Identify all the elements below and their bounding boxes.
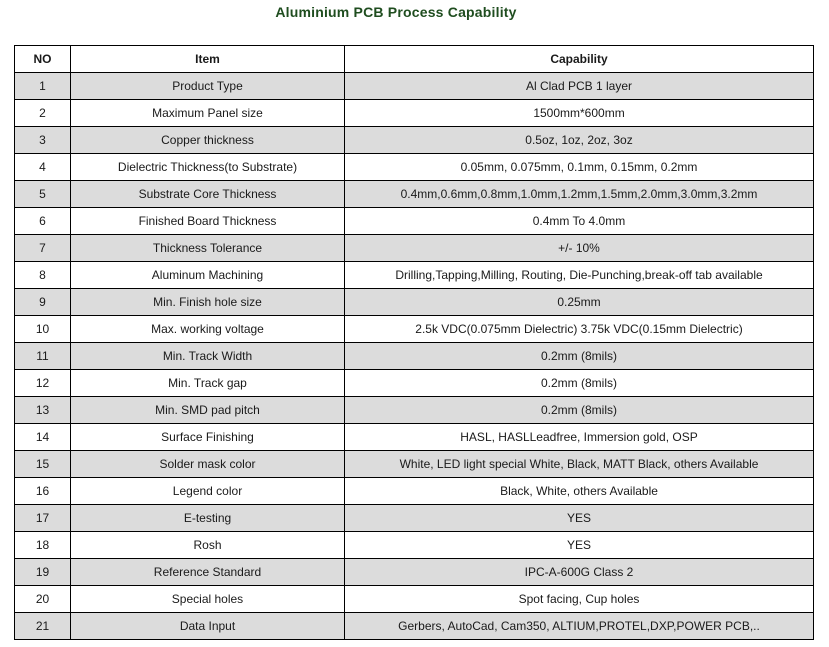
table-row — [15, 208, 814, 235]
cell-capability: Al Clad PCB 1 layer — [345, 73, 814, 100]
cell-no: 16 — [15, 478, 71, 505]
cell-capability: 0.25mm — [345, 289, 814, 316]
cell-no: 19 — [15, 559, 71, 586]
header-item: Item — [71, 46, 345, 73]
cell-item: Surface Finishing — [71, 424, 345, 451]
table-row — [15, 262, 814, 289]
header-no: NO — [15, 46, 71, 73]
cell-no: 10 — [15, 316, 71, 343]
table-header-row — [15, 46, 814, 73]
cell-no: 15 — [15, 451, 71, 478]
table-row — [15, 289, 814, 316]
cell-item: Copper thickness — [71, 127, 345, 154]
table-row — [15, 316, 814, 343]
cell-item: Aluminum Machining — [71, 262, 345, 289]
cell-no: 18 — [15, 532, 71, 559]
cell-item: Min. Finish hole size — [71, 289, 345, 316]
cell-capability: HASL, HASLLeadfree, Immersion gold, OSP — [345, 424, 814, 451]
table-row — [15, 613, 814, 640]
cell-no: 2 — [15, 100, 71, 127]
cell-item: E-testing — [71, 505, 345, 532]
cell-capability: +/- 10% — [345, 235, 814, 262]
table-row — [15, 559, 814, 586]
cell-no: 13 — [15, 397, 71, 424]
page-title: Aluminium PCB Process Capability — [275, 4, 517, 20]
cell-capability: Drilling,Tapping,Milling, Routing, Die-Punching,break-off tab available — [345, 262, 814, 289]
cell-capability: Gerbers, AutoCad, Cam350, ALTIUM,PROTEL,DXP,POWER PCB,.. — [345, 613, 814, 640]
cell-item: Min. Track gap — [71, 370, 345, 397]
cell-item: Reference Standard — [71, 559, 345, 586]
cell-no: 20 — [15, 586, 71, 613]
capability-table — [14, 45, 814, 640]
cell-no: 5 — [15, 181, 71, 208]
cell-capability: 0.4mm,0.6mm,0.8mm,1.0mm,1.2mm,1.5mm,2.0mm,3.0mm,3.2mm — [345, 181, 814, 208]
cell-item: Min. SMD pad pitch — [71, 397, 345, 424]
table-row — [15, 154, 814, 181]
cell-item: Legend color — [71, 478, 345, 505]
cell-capability: White, LED light special White, Black, MATT Black, others Available — [345, 451, 814, 478]
cell-item: Data Input — [71, 613, 345, 640]
cell-item: Min. Track Width — [71, 343, 345, 370]
table-row — [15, 73, 814, 100]
cell-capability: IPC-A-600G Class 2 — [345, 559, 814, 586]
table-row — [15, 478, 814, 505]
cell-no: 11 — [15, 343, 71, 370]
cell-capability: 0.5oz, 1oz, 2oz, 3oz — [345, 127, 814, 154]
cell-item: Max. working voltage — [71, 316, 345, 343]
cell-item: Finished Board Thickness — [71, 208, 345, 235]
table-row — [15, 181, 814, 208]
cell-capability: 0.2mm (8mils) — [345, 343, 814, 370]
cell-item: Maximum Panel size — [71, 100, 345, 127]
cell-item: Solder mask color — [71, 451, 345, 478]
cell-no: 21 — [15, 613, 71, 640]
cell-item: Thickness Tolerance — [71, 235, 345, 262]
table-row — [15, 397, 814, 424]
cell-no: 12 — [15, 370, 71, 397]
cell-capability: 1500mm*600mm — [345, 100, 814, 127]
cell-capability: Spot facing, Cup holes — [345, 586, 814, 613]
cell-capability: YES — [345, 532, 814, 559]
table-row — [15, 451, 814, 478]
table-row — [15, 586, 814, 613]
cell-no: 9 — [15, 289, 71, 316]
table-row — [15, 235, 814, 262]
table-row — [15, 100, 814, 127]
cell-capability: YES — [345, 505, 814, 532]
table-row — [15, 343, 814, 370]
cell-capability: 0.4mm To 4.0mm — [345, 208, 814, 235]
cell-capability: 2.5k VDC(0.075mm Dielectric) 3.75k VDC(0.15mm Dielectric) — [345, 316, 814, 343]
cell-item: Rosh — [71, 532, 345, 559]
cell-item: Dielectric Thickness(to Substrate) — [71, 154, 345, 181]
cell-capability: Black, White, others Available — [345, 478, 814, 505]
cell-item: Product Type — [71, 73, 345, 100]
cell-capability: 0.2mm (8mils) — [345, 397, 814, 424]
cell-no: 1 — [15, 73, 71, 100]
cell-no: 3 — [15, 127, 71, 154]
cell-no: 6 — [15, 208, 71, 235]
cell-no: 14 — [15, 424, 71, 451]
cell-no: 7 — [15, 235, 71, 262]
cell-capability: 0.05mm, 0.075mm, 0.1mm, 0.15mm, 0.2mm — [345, 154, 814, 181]
cell-capability: 0.2mm (8mils) — [345, 370, 814, 397]
header-capability: Capability — [345, 46, 814, 73]
table-row — [15, 532, 814, 559]
cell-item: Substrate Core Thickness — [71, 181, 345, 208]
table-row — [15, 127, 814, 154]
table-row — [15, 505, 814, 532]
cell-no: 17 — [15, 505, 71, 532]
table-row — [15, 424, 814, 451]
cell-item: Special holes — [71, 586, 345, 613]
table-row — [15, 370, 814, 397]
cell-no: 4 — [15, 154, 71, 181]
cell-no: 8 — [15, 262, 71, 289]
